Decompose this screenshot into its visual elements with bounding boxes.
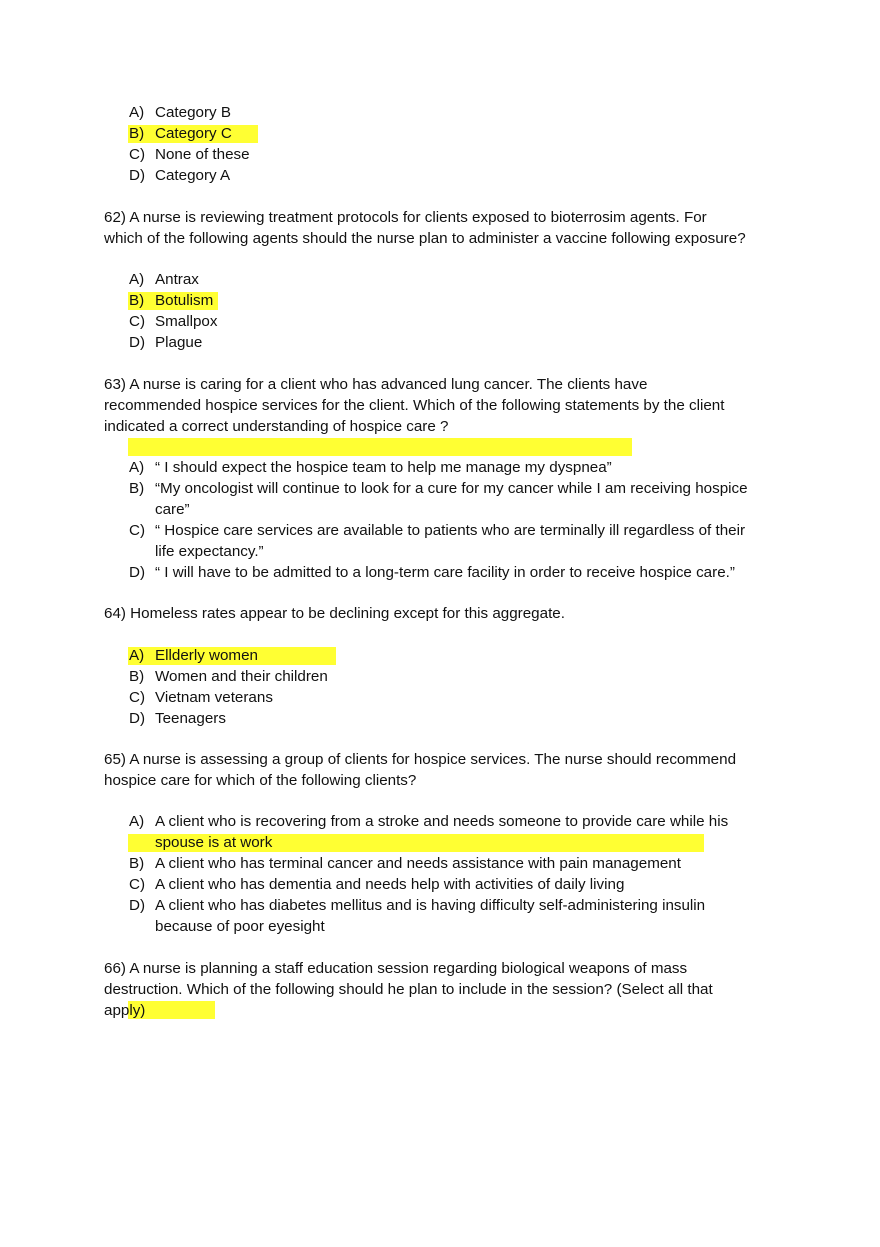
q65-stem-line-2: hospice care for which of the following clients? [104,772,417,789]
q64-option-d-text: Teenagers [155,710,226,727]
q64-option-a-label: A) [129,647,145,664]
q65-option-c-label: C) [129,876,146,893]
q65-option-a-text: A client who is recovering from a stroke and needs someone to provide care while his [155,813,729,830]
q66-stem-line-3: apply) [104,1002,146,1019]
q61-option-c-text: None of these [155,146,250,163]
q65-option-d-label: D) [129,897,146,914]
q64-option-d-label: D) [129,710,146,727]
q62-option-d-label: D) [129,334,146,351]
q62-option-b-text: Botulism [155,292,214,309]
q65-option-b-text: A client who has terminal cancer and needs assistance with pain management [155,855,681,872]
q61-option-a-text: Category B [155,104,231,121]
q65-stem-line-1: 65) A nurse is assessing a group of clients for hospice services. The nurse should recommend [104,751,737,768]
q62-option-d-text: Plague [155,334,203,351]
q64-stem-line-1: 64) Homeless rates appear to be declining except for this aggregate. [104,605,565,622]
q63-option-c-continuation: life expectancy.” [155,543,264,560]
q61-option-b-text: Category C [155,125,232,142]
q62-stem-line-1: 62) A nurse is reviewing treatment protocols for clients exposed to bioterrosim agents. For [104,209,707,226]
q62-option-a-text: Antrax [155,271,199,288]
q63-option-b-continuation: care” [155,501,190,518]
q64-option-b-label: B) [129,668,145,685]
q66-stem-line-1: 66) A nurse is planning a staff education session regarding biological weapons of mass [104,960,688,977]
q65-option-c-text: A client who has dementia and needs help with activities of daily living [155,876,625,893]
q63-option-a-text: “ I should expect the hospice team to help me manage my dyspnea” [155,459,612,476]
q63-option-c-label: C) [129,522,146,539]
q65-option-d-continuation: because of poor eyesight [155,918,325,935]
q65-option-b-label: B) [129,855,145,872]
q63-option-c-text: “ Hospice care services are available to patients who are terminally ill regardless of their [155,522,746,539]
q63-option-a-label: A) [129,459,145,476]
q64-option-c-label: C) [129,689,146,706]
q63-stem-line-2: recommended hospice services for the client. Which of the following statements by the client [104,397,725,414]
q62-stem-line-2: which of the following agents should the nurse plan to administer a vaccine following exposure? [104,230,746,247]
q65-option-a-label: A) [129,813,145,830]
q63-option-d-text: “ I will have to be admitted to a long-term care facility in order to receive hospice care.” [155,564,735,581]
q62-option-c-label: C) [129,313,146,330]
q64-option-a-text: Ellderly women [155,647,258,664]
q66-stem-line-2: destruction. Which of the following should he plan to include in the session? (Select all that [104,981,713,998]
q64-option-c-text: Vietnam veterans [155,689,273,706]
q62-option-b-label: B) [129,292,145,309]
highlight-q63-blank [128,438,632,456]
q61-option-c-label: C) [129,146,146,163]
q61-option-d-text: Category A [155,167,231,184]
q63-stem-line-1: 63) A nurse is caring for a client who has advanced lung cancer. The clients have [104,376,648,393]
q63-option-d-label: D) [129,564,146,581]
q61-option-b-label: B) [129,125,145,142]
q63-stem-line-3: indicated a correct understanding of hospice care ? [104,418,449,435]
q63-option-b-label: B) [129,480,145,497]
q62-option-c-text: Smallpox [155,313,218,330]
q63-option-b-text: “My oncologist will continue to look for a cure for my cancer while I am receiving hospice [155,480,748,497]
q65-option-a-continuation: spouse is at work [155,834,273,851]
q61-option-d-label: D) [129,167,146,184]
q65-option-d-text: A client who has diabetes mellitus and is having difficulty self-administering insulin [155,897,706,914]
q61-option-a-label: A) [129,104,145,121]
q62-option-a-label: A) [129,271,145,288]
q64-option-b-text: Women and their children [155,668,328,685]
